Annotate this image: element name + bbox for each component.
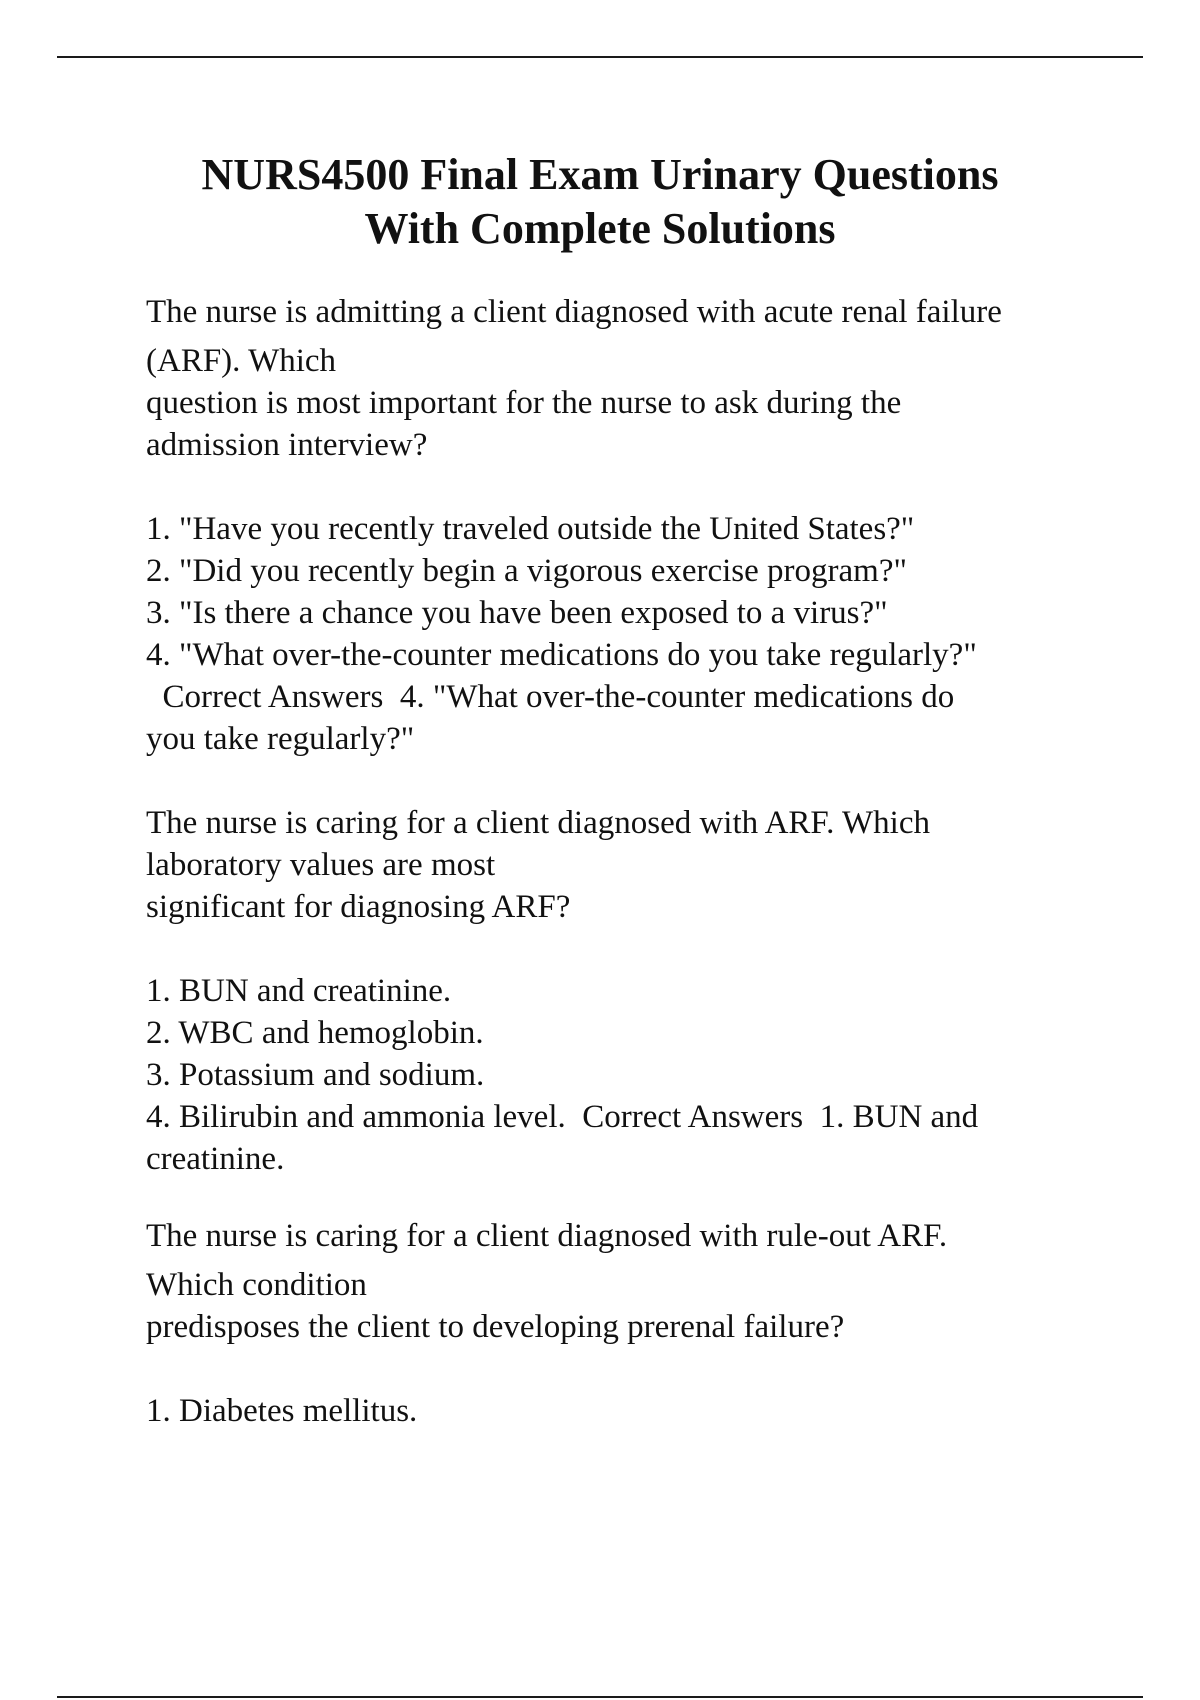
stem-line: question is most important for the nurse to ask during the: [146, 385, 902, 421]
stem-line: The nurse is admitting a client diagnosed with acute renal failure: [146, 294, 1002, 330]
stem-line: The nurse is caring for a client diagnosed with rule-out ARF.: [146, 1218, 948, 1254]
option-line: 2. WBC and hemoglobin.: [146, 1015, 484, 1051]
document-body: [146, 294, 1146, 1432]
stem-line: The nurse is caring for a client diagnosed with ARF. Which: [146, 805, 930, 841]
option-line: 4. "What over-the-counter medications do you take regularly?": [146, 637, 977, 673]
top-rule: [57, 56, 1143, 58]
option-line: 1. Diabetes mellitus.: [146, 1393, 418, 1429]
paragraph-gap: [146, 466, 1146, 508]
question-3-options: [146, 1390, 1146, 1432]
paragraph-gap: [146, 1180, 1146, 1222]
paragraph-gap: [146, 928, 1146, 970]
paragraph-gap: [146, 1348, 1146, 1390]
title-line: NURS4500 Final Exam Urinary Questions: [201, 150, 999, 199]
document-title: [0, 148, 1200, 256]
bottom-rule: [57, 1696, 1143, 1698]
stem-line: significant for diagnosing ARF?: [146, 889, 571, 925]
stem-line: (ARF). Which: [146, 343, 337, 379]
question-2-options: [146, 970, 1146, 1180]
option-line: 2. "Did you recently begin a vigorous exercise program?": [146, 553, 907, 589]
question-2: [146, 802, 1146, 1180]
option-line: 4. Bilirubin and ammonia level. Correct Answers 1. BUN and: [146, 1099, 979, 1135]
answer-line: creatinine.: [146, 1141, 285, 1177]
option-line: 3. "Is there a chance you have been exposed to a virus?": [146, 595, 888, 631]
stem-line: laboratory values are most: [146, 847, 496, 883]
title-line: With Complete Solutions: [364, 204, 836, 253]
stem-line: predisposes the client to developing prerenal failure?: [146, 1309, 845, 1345]
question-3: [146, 1218, 1146, 1432]
paragraph-gap: [146, 760, 1146, 802]
question-1-stem: [146, 294, 1146, 466]
option-line: 1. BUN and creatinine.: [146, 973, 452, 1009]
stem-line: Which condition: [146, 1267, 367, 1303]
question-3-stem: [146, 1218, 1146, 1348]
answer-line: Correct Answers 4. "What over-the-counter medications do: [146, 679, 955, 715]
question-1: [146, 294, 1146, 760]
answer-line: you take regularly?": [146, 721, 415, 757]
stem-line: admission interview?: [146, 427, 428, 463]
option-line: 1. "Have you recently traveled outside the United States?": [146, 511, 915, 547]
option-line: 3. Potassium and sodium.: [146, 1057, 485, 1093]
question-1-options: [146, 508, 1146, 760]
question-2-stem: [146, 802, 1146, 928]
